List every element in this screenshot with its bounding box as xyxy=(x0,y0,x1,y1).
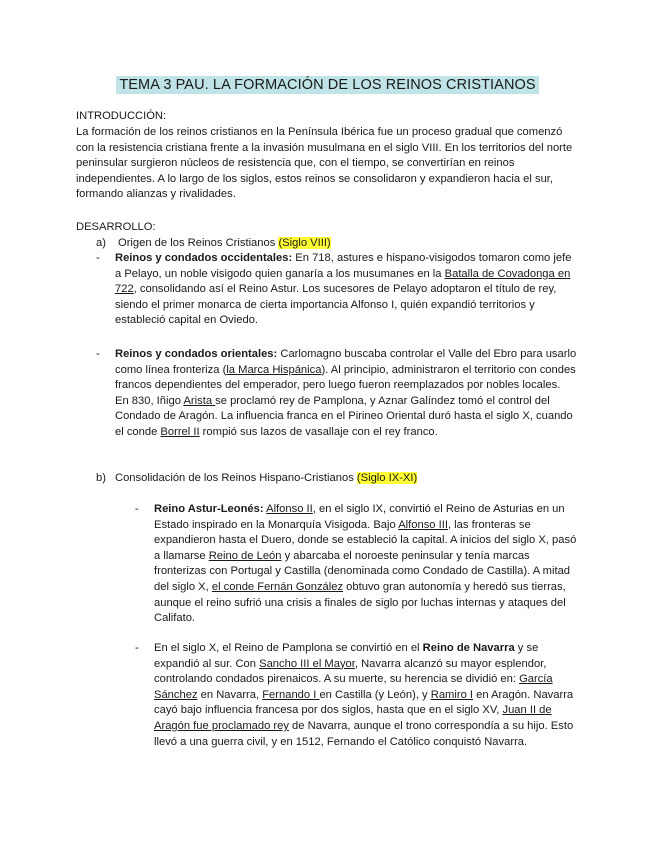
title-text: TEMA 3 PAU. LA FORMACIÓN DE LOS REINOS CRISTIANOS xyxy=(116,76,538,94)
link-fernan-gonzalez: el conde Fernán González xyxy=(211,580,344,593)
bullet-dash: - xyxy=(96,252,100,264)
bullet-dash: - xyxy=(96,348,100,360)
navarra-text-6: en Aragón. Navarra cayó bajo influencia francesa por dos siglos, hasta que en el siglo XV, xyxy=(154,688,574,717)
link-juan-ii: Juan II de Aragón fue proclamado rey xyxy=(154,704,552,732)
list-marker-a: a) xyxy=(96,237,106,249)
link-marca-hispanica: la Marca Hispánica xyxy=(226,363,322,376)
link-alfonso-ii: Alfonso II xyxy=(266,503,313,515)
intro-paragraph: La formación de los reinos cristianos en la Península Ibérica fue un proceso gradual que comenzó con la resistencia cristiana frente a la invasión musulmana en el siglo VIII. En los territorios del norte peninsular surgieron núcleos de resistencia que, con el tiempo, se convertirían en reinos independientes. A lo largo de los siglos, estos reinos se consolidaron y expandieron hacia el sur, formando alianzas y rivalidades. xyxy=(76,126,573,201)
section-b-title xyxy=(115,471,417,487)
section-b-highlight: (Siglo IX-XI) xyxy=(356,472,418,484)
section-b-title-text: Consolidación de los Reinos Hispano-Cristianos xyxy=(115,472,354,484)
list-item-astur-leones xyxy=(154,502,580,627)
orientales-text-3: se proclamó rey de Pamplona, y Aznar Galíndez tomó el control del Condado de Aragón. La influencia franca en el Pirineo Oriental duró hasta el siglo X, cuando el conde xyxy=(115,394,573,438)
navarra-text-7: de Navarra, aunque el trono correspondía a su hijo. Esto llevó a una guerra civil, y en 1512, Fernando el Católico conquistó Navarra. xyxy=(154,719,574,748)
navarra-text-2: y se expandió al sur. Con xyxy=(154,642,539,670)
navarra-bold: Reino de Navarra xyxy=(422,642,515,654)
desarrollo-heading: DESARROLLO: xyxy=(76,221,156,233)
leon-text-4: obtuvo gran autonomía y heredó sus tierras, aunque el reino sufrió una crisis a finales de siglo por luchas internas y ataques del Califato. xyxy=(154,580,566,625)
list-item-orientales xyxy=(115,347,577,441)
intro-heading: INTRODUCCIÓN: xyxy=(76,110,167,122)
list-item-navarra xyxy=(154,641,580,750)
occidentales-bold: Reinos y condados occidentales: xyxy=(115,252,293,264)
bullet-dash: - xyxy=(135,503,139,515)
occidentales-text-2: , consolidando así el Reino Astur. Los sucesores de Pelayo adoptaron el título de rey, siendo el primer monarca de cierta importancia Alfonso I, quién expandió territorios y estableció capital en Oviedo. xyxy=(115,283,557,327)
orientales-text-2: ). Al principio, administraron el territorio con condes francos dependientes del emperador, pero luego fueron reemplazados por nobles locales. En 830, Iñigo xyxy=(115,363,576,407)
link-reino-leon: Reino de León xyxy=(208,549,282,562)
leon-text-2: , las fronteras se expandieron hasta el Duero, donde se estableció la capital. A inicios del siglo X, pasó a llamarse xyxy=(154,518,577,562)
section-a-title xyxy=(118,236,331,252)
link-alfonso-iii: Alfonso III xyxy=(398,518,448,531)
link-ramiro-i: Ramiro I xyxy=(430,688,474,701)
leon-text-3: y abarcaba el noroeste peninsular y tenía marcas fronterizas con Portugal y Castilla (denominada como Condado de Castilla). A mitad del siglo X, xyxy=(154,549,571,593)
section-a-title-text: Origen de los Reinos Cristianos xyxy=(118,237,276,249)
navarra-text-3: , Navarra alcanzó su mayor esplendor, controlando condados pirenaicos. A su muerte, su herencia se dividió en: xyxy=(154,657,547,686)
link-sancho-iii: Sancho III el Mayor xyxy=(259,657,355,670)
orientales-text: Carlomagno buscaba controlar el Valle del Ebro para usarlo como línea fronteriza ( xyxy=(115,348,577,376)
list-marker-b: b) xyxy=(96,472,106,484)
navarra-text: En el siglo X, el Reino de Pamplona se convirtió en el xyxy=(154,642,423,654)
link-arista: Arista xyxy=(183,394,216,407)
leon-text: , en el siglo IX, convirtió el Reino de Asturias en un Estado inspirado en la Monarquía Visigoda. Bajo xyxy=(154,503,565,531)
section-a-highlight: (Siglo VIII) xyxy=(278,237,331,249)
link-covadonga: Batalla de Covadonga en 722 xyxy=(115,267,571,296)
navarra-text-5: en Castilla (y León), y xyxy=(319,688,431,701)
link-garcia-sanchez: García Sánchez xyxy=(154,673,553,701)
occidentales-text: En 718, astures e hispano-visigodos tomaron como jefe a Pelayo, un noble visigodo quien ganaría a los musumanes en la xyxy=(115,252,572,280)
link-borrel: Borrel II xyxy=(160,425,200,438)
orientales-bold: Reinos y condados orientales: xyxy=(115,348,278,360)
leon-bold: Reino Astur-Leonés: xyxy=(154,503,264,515)
navarra-text-4: en Navarra, xyxy=(197,688,263,701)
link-fernando-i: Fernando I xyxy=(262,688,320,701)
orientales-text-4: rompió sus lazos de vasallaje con el rey franco. xyxy=(199,425,438,438)
bullet-dash: - xyxy=(135,642,139,654)
list-item-occidentales xyxy=(115,251,577,329)
page-title xyxy=(0,76,655,94)
